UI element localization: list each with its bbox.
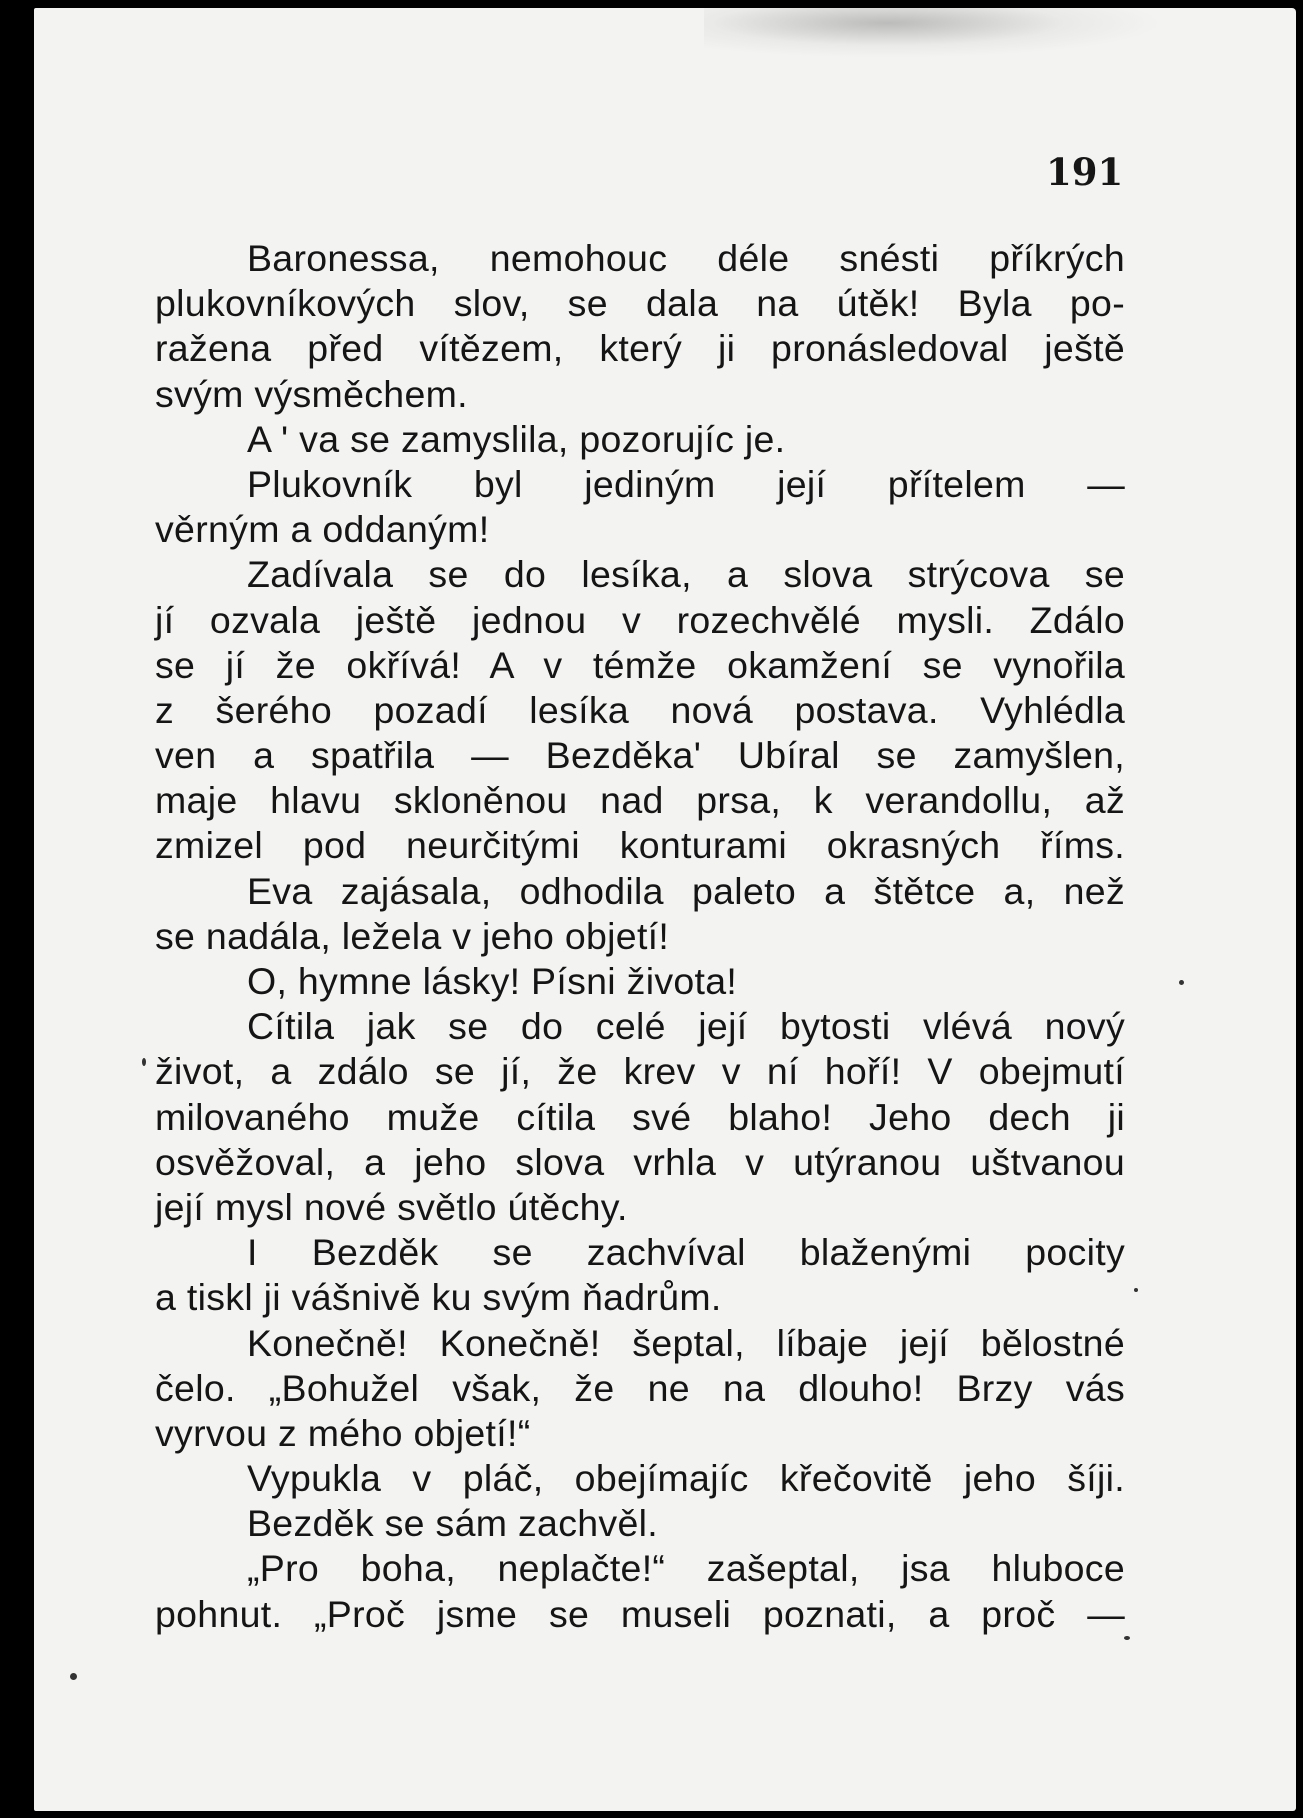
text-line: Vypukla v pláč, obejímajíc křečovitě jeho šíji. [247, 1457, 1125, 1500]
text-line: Bezděk se sám zachvěl. [247, 1502, 658, 1545]
text-line: Plukovník byl jediným její přítelem — [247, 462, 1125, 505]
text-line: Baronessa, nemohouc déle snésti příkrých [247, 237, 1125, 279]
text-line: se nadála, ležela v jeho objetí! [155, 914, 670, 957]
scan-speck [1124, 1636, 1130, 1640]
text-line: život, a zdálo se jí, že krev v ní hoří! V obejmutí [155, 1050, 1125, 1093]
text-line: věrným a oddaným! [155, 508, 490, 551]
text-line: čelo. „Bohužel však, že ne na dlouho! Brzy vás [155, 1366, 1125, 1409]
scan-speck [142, 1058, 146, 1066]
text-line: maje hlavu skloněnou nad prsa, k verandollu, až [155, 779, 1125, 822]
text-line: ražena před vítězem, který ji pronásledoval ještě [155, 327, 1125, 370]
text-line: „Pro boha, neplačte!“ zašeptal, jsa hluboce [247, 1547, 1125, 1590]
scan-smudge [704, 8, 1164, 58]
text-line: Konečně! Konečně! šeptal, líbaje její bělostné [247, 1321, 1125, 1364]
text-line: se jí že okřívá! A v témže okamžení se vynořila [155, 643, 1125, 686]
text-line: O, hymne lásky! Písni života! [247, 960, 738, 1002]
scan-speck [70, 1673, 77, 1680]
text-line: zmizel pod neurčitými konturami okrasných říms. [155, 824, 1125, 867]
scanned-page [34, 8, 1296, 1811]
text-line: pohnut. „Proč jsme se museli poznati, a proč — [155, 1592, 1125, 1635]
text-line: I Bezděk se zachvíval blaženými pocity [247, 1231, 1125, 1274]
text-line: jí ozvala ještě jednou v rozechvělé mysli. Zdálo [155, 598, 1125, 641]
text-line: Eva zajásala, odhodila paleto a štětce a, než [247, 869, 1125, 912]
text-line: její mysl nové světlo útěchy. [155, 1185, 628, 1228]
text-line: milovaného muže cítila své blaho! Jeho dech ji [155, 1095, 1125, 1138]
text-line: plukovníkových slov, se dala na útěk! Byla po- [155, 282, 1125, 325]
text-line: vyrvou z mého objetí!“ [155, 1411, 531, 1454]
text-line: z šerého pozadí lesíka nová postava. Vyhlédla [155, 688, 1125, 731]
text-line: a tiskl ji vášnivě ku svým ňadrům. [155, 1276, 722, 1319]
scan-speck [1134, 1288, 1138, 1292]
text-line: ven a spatřila — Bezděka' Ubíral se zamyšlen, [155, 734, 1125, 777]
text-line: svým výsměchem. [155, 372, 468, 415]
scan-speck [1179, 980, 1184, 985]
text-line: A ' va se zamyslila, pozorujíc je. [247, 417, 786, 460]
page-number: 191 [1046, 150, 1124, 194]
text-line: osvěžoval, a jeho slova vrhla v utýranou uštvanou [155, 1140, 1125, 1183]
text-line: Zadívala se do lesíka, a slova strýcova se [247, 553, 1125, 596]
text-line: Cítila jak se do celé její bytosti vlévá nový [247, 1005, 1125, 1048]
body-text [155, 236, 1125, 1637]
